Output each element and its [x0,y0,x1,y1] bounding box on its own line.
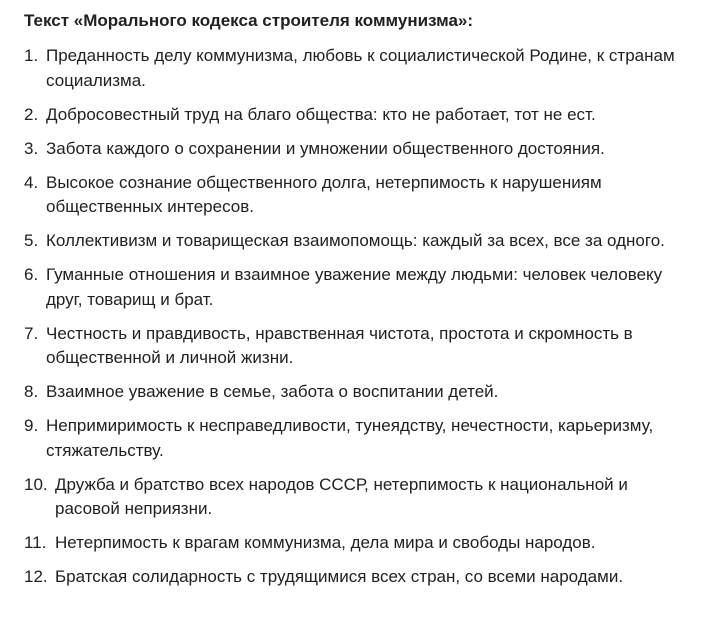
list-item-number: 7. [24,323,39,343]
list-item [24,137,681,162]
list-item-text: Высокое сознание общественного долга, нетерпимость к нарушениям общественных интересов. [46,172,602,216]
list-item [24,44,681,93]
list-item-text: Забота каждого о сохранении и умножении общественного достояния. [46,138,605,158]
list-item-number: 2. [24,104,39,124]
list-item [24,171,681,220]
list-item-text: Братская солидарность с трудящимися всех стран, со всеми народами. [55,567,624,586]
list-item-number: 3. [24,138,39,158]
list-item-number: 10. [24,474,48,494]
list-item [24,263,681,312]
list-item-number: 6. [24,265,39,284]
list-item [24,531,681,556]
list-item [24,229,681,254]
list-item-number: 9. [24,416,39,435]
document-title: Текст «Морального кодекса строителя коммунизма»: [24,11,474,30]
list-item-text: Преданность делу коммунизма, любовь к социалистической Родине, к странам социализма. [46,46,675,90]
list-item [24,473,681,522]
list-item-number: 8. [24,382,39,401]
list-item-text: Честность и правдивость, нравственная чистота, простота и скромность в общественной и личной жизни. [46,323,633,367]
list-item-number: 11. [24,533,47,552]
list-item [24,565,681,590]
list-item-text: Добросовестный труд на благо общества: кто не работает, тот не ест. [46,104,596,124]
list-item-text: Коллективизм и товарищеская взаимопомощь: каждый за всех, все за одного. [46,231,665,250]
list-item-text: Непримиримость к несправедливости, тунеядству, нечестности, карьеризму, стяжательству. [46,416,654,460]
list-item-text: Дружба и братство всех народов СССР, нетерпимость к национальной и расовой неприязни. [55,474,628,518]
list-item-text: Нетерпимость к врагам коммунизма, дела мира и свободы народов. [55,533,596,552]
list-item-number: 1. [24,46,39,65]
list-item-text: Взаимное уважение в семье, забота о воспитании детей. [46,382,499,401]
list-item-number: 5. [24,231,39,250]
list-item-number: 12. [24,567,48,586]
list-item [24,322,681,371]
moral-code-list [24,44,681,590]
list-item [24,380,681,405]
list-item [24,103,681,128]
list-item-number: 4. [24,172,39,192]
list-item-text: Гуманные отношения и взаимное уважение между людьми: человек человеку друг, товарищ и брат. [46,265,663,309]
list-item [24,414,681,463]
